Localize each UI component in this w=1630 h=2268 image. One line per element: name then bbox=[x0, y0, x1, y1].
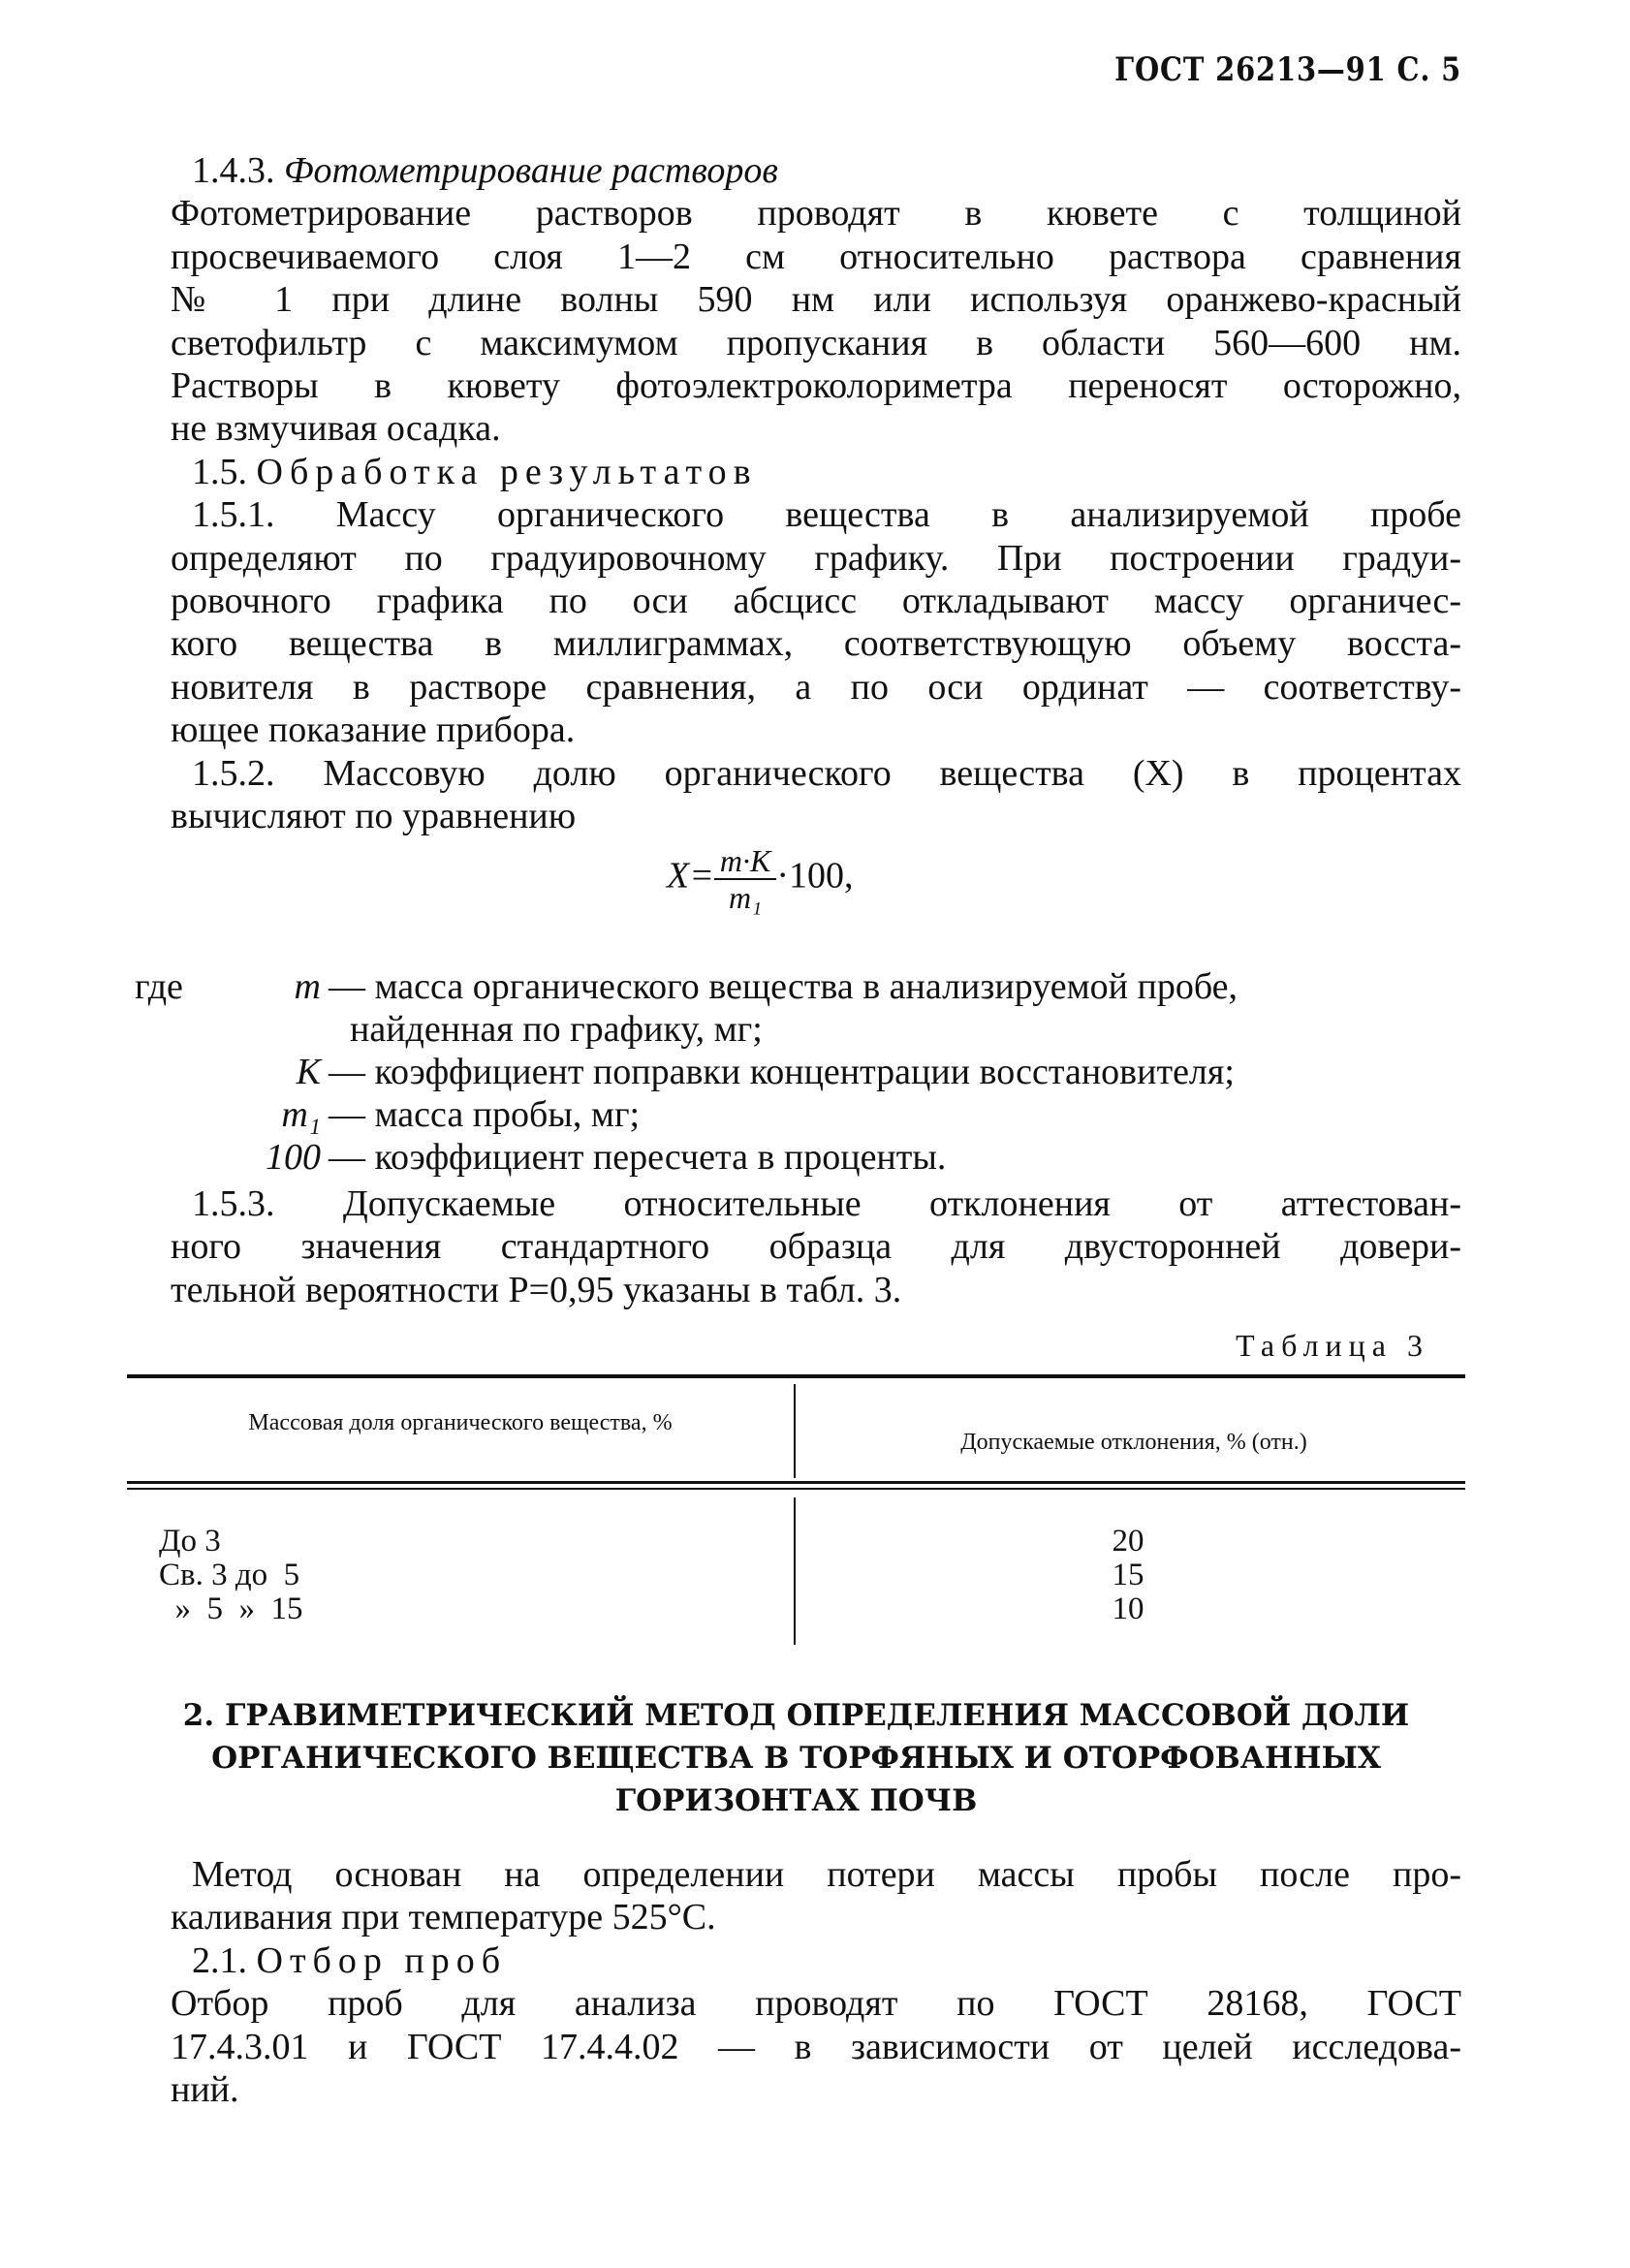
table-cell-deviation: 10 bbox=[1112, 1591, 1144, 1626]
spaced-heading: Обработка результатов bbox=[256, 451, 758, 492]
formula-rhs: ·100, bbox=[776, 855, 854, 897]
line-text: тельной вероятности P=0,95 указаны в табл. 3. bbox=[171, 1269, 902, 1310]
page-header: ГОСТ 26213—91 С. 5 bbox=[1114, 50, 1461, 89]
table-top-rule bbox=[127, 1374, 1465, 1378]
line-text: новителя в растворе сравнения, а по оси ординат — соответству- bbox=[171, 666, 1461, 708]
text-line bbox=[171, 236, 1461, 278]
text-line bbox=[171, 149, 1461, 192]
line-text: № 1 при длине волны 590 нм или используя оранжево-красный bbox=[171, 279, 1461, 321]
text-line bbox=[171, 1182, 1461, 1225]
text-line bbox=[171, 2026, 1461, 2068]
variable-definitions bbox=[171, 965, 1238, 1179]
table-row bbox=[159, 1592, 1458, 1626]
text-block-photometry bbox=[171, 149, 1461, 838]
line-text: ний. bbox=[171, 2069, 239, 2111]
formula-lhs: X= bbox=[667, 855, 714, 897]
line-text: 2.1. bbox=[192, 1939, 257, 1981]
definition-symbol: m bbox=[294, 966, 321, 1007]
line-text: каливания при температуре 525°С. bbox=[171, 1897, 716, 1938]
definition-symbol: K bbox=[296, 1052, 321, 1092]
table-cell-range: Св. 3 до 5 bbox=[159, 1558, 300, 1592]
table-header-rule bbox=[127, 1481, 1465, 1484]
table-cell-range: До 3 bbox=[159, 1524, 221, 1559]
formula-fraction bbox=[714, 843, 776, 915]
line-text: Растворы в кювету фотоэлектроколориметра переносят осторожно, bbox=[171, 365, 1461, 407]
line-text: 17.4.3.01 и ГОСТ 17.4.4.02 — в зависимости от целей исследова- bbox=[171, 2026, 1461, 2067]
where-label: где bbox=[135, 966, 183, 1007]
line-text: кого вещества в миллиграммах, соответствующую объему восста- bbox=[171, 623, 1461, 665]
table-cell-deviation: 20 bbox=[1112, 1524, 1144, 1559]
line-text: Метод основан на определении потери массы пробы после про- bbox=[192, 1854, 1461, 1895]
text-line bbox=[171, 1853, 1461, 1896]
text-line bbox=[171, 580, 1461, 622]
table-divider bbox=[794, 1384, 796, 1478]
formula-denominator: m₁ bbox=[728, 880, 763, 915]
italic-heading: Фотометрирование растворов bbox=[284, 150, 778, 191]
text-block-gravimetric bbox=[171, 1853, 1461, 2111]
text-line bbox=[171, 666, 1461, 709]
table-body bbox=[159, 1525, 1458, 1626]
text-line bbox=[171, 2068, 1461, 2111]
text-line bbox=[171, 1939, 1461, 1982]
text-line bbox=[171, 795, 1461, 837]
spaced-heading: Отбор проб bbox=[256, 1939, 508, 1981]
section-title-line: 2. ГРАВИМЕТРИЧЕСКИЙ МЕТОД ОПРЕДЕЛЕНИЯ МАССОВОЙ ДОЛИ bbox=[182, 1698, 1410, 1733]
line-text: ровочного графика по оси абсцисс откладывают массу органичес- bbox=[171, 581, 1461, 622]
line-text: 1.5. bbox=[192, 451, 257, 492]
text-line bbox=[171, 709, 1461, 751]
definition-text: — коэффициент пересчета в проценты. bbox=[329, 1137, 947, 1178]
definition-text: — масса пробы, мг; bbox=[329, 1094, 641, 1135]
definition-row bbox=[171, 965, 1238, 1008]
section-title-line: ГОРИЗОНТАХ ПОЧВ bbox=[614, 1783, 978, 1818]
definition-symbol: m₁ bbox=[281, 1094, 321, 1135]
line-text: 1.5.2. Массовую долю органического вещества (X) в процентах bbox=[192, 752, 1461, 794]
text-line bbox=[171, 493, 1461, 536]
table-caption: Таблица 3 bbox=[1236, 1328, 1429, 1363]
line-text: определяют по градуировочному графику. При построении градуи- bbox=[171, 537, 1461, 579]
line-text: светофильтр с максимумом пропускания в области 560—600 нм. bbox=[171, 322, 1461, 363]
line-text: Отбор проб для анализа проводят по ГОСТ 28168, ГОСТ bbox=[171, 1983, 1461, 2025]
line-text: 1.4.3. bbox=[192, 150, 284, 191]
definition-symbol: 100 bbox=[266, 1137, 321, 1178]
text-line bbox=[171, 1982, 1461, 2025]
formula bbox=[667, 843, 853, 915]
line-text: не взмучивая осадка. bbox=[171, 408, 501, 450]
section-title-line: ОРГАНИЧЕСКОГО ВЕЩЕСТВА В ТОРФЯНЫХ И ОТОРФОВАННЫХ bbox=[211, 1741, 1381, 1776]
text-line bbox=[171, 1269, 1461, 1311]
definition-row bbox=[171, 1093, 1238, 1136]
definition-row bbox=[171, 1008, 1238, 1051]
table-cell-range: » 5 » 15 bbox=[159, 1591, 303, 1626]
table-row bbox=[159, 1559, 1458, 1592]
definition-symbol bbox=[171, 1008, 321, 1051]
text-line bbox=[171, 537, 1461, 580]
definition-text: найденная по графику, мг; bbox=[350, 1009, 763, 1050]
line-text: 1.5.1. Массу органического вещества в анализируемой пробе bbox=[192, 494, 1461, 536]
table-header-col2: Допускаемые отклонения, % (отн.) bbox=[960, 1430, 1307, 1455]
line-text: просвечиваемого слоя 1—2 см относительно раствора сравнения bbox=[171, 236, 1461, 277]
line-text: 1.5.3. Допускаемые относительные отклонения от аттестован- bbox=[192, 1183, 1461, 1224]
text-line bbox=[171, 192, 1461, 235]
text-line bbox=[171, 451, 1461, 493]
line-text: ющее показание прибора. bbox=[171, 709, 576, 751]
text-line bbox=[171, 364, 1461, 407]
text-line bbox=[171, 322, 1461, 364]
table-header-rule-2 bbox=[127, 1488, 1465, 1490]
text-line bbox=[171, 1225, 1461, 1268]
definition-text: — коэффициент поправки концентрации восстановителя; bbox=[329, 1052, 1235, 1092]
text-line bbox=[171, 278, 1461, 321]
line-text: ного значения стандартного образца для двусторонней довери- bbox=[171, 1226, 1461, 1268]
formula-numerator: m·K bbox=[714, 843, 776, 880]
table-cell-deviation: 15 bbox=[1112, 1558, 1144, 1592]
text-line bbox=[171, 622, 1461, 665]
definition-row bbox=[171, 1051, 1238, 1093]
line-text: вычисляют по уравнению bbox=[171, 796, 577, 837]
definition-row bbox=[171, 1136, 1238, 1179]
table-header-col1: Массовая доля органического вещества, % bbox=[248, 1410, 673, 1435]
line-text: Фотометрирование растворов проводят в кювете с толщиной bbox=[171, 193, 1461, 235]
definition-text: — масса органического вещества в анализируемой пробе, bbox=[329, 966, 1238, 1007]
text-line bbox=[171, 407, 1461, 450]
text-block-deviations bbox=[171, 1182, 1461, 1311]
section-2-title bbox=[127, 1694, 1465, 1822]
text-line bbox=[171, 1896, 1461, 1938]
text-line bbox=[171, 752, 1461, 795]
table-row bbox=[159, 1525, 1458, 1559]
